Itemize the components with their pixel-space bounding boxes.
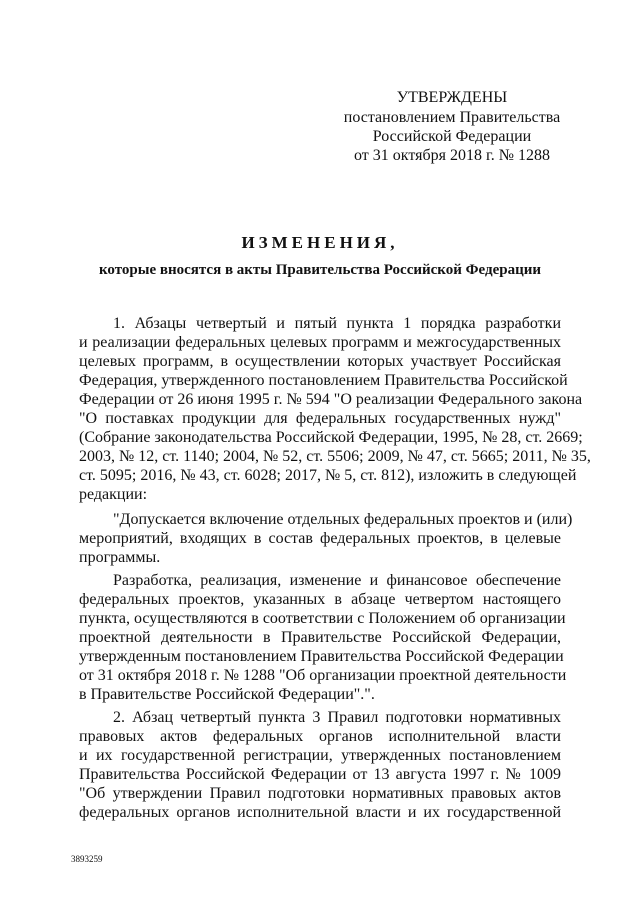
text-line: (Собрание законодательства Российской Федерации, 1995, № 28, ст. 2669; [79, 429, 583, 446]
text-line: целевых программ, в осуществлении которых участвует Российская [79, 353, 561, 370]
text-line: федеральных проектов, указанных в абзаце четвертом настоящего [79, 591, 561, 608]
document-title: ИЗМЕНЕНИЯ, [241, 233, 399, 252]
text-line: мероприятий, входящих в состав федеральных проектов, в целевые [79, 530, 561, 547]
approval-date: от 31 октября 2018 г. № 1288 [353, 147, 550, 164]
text-line: Разработка, реализация, изменение и финансовое обеспечение [113, 572, 561, 589]
text-line: программы. [79, 549, 161, 566]
text-line: Федерация, утвержденного постановлением Правительства Российской [79, 372, 568, 389]
text-line: пункта, осуществляются в соответствии с Положением об организации [79, 610, 566, 627]
text-line: 2003, № 12, ст. 1140; 2004, № 52, ст. 5506; 2009, № 47, ст. 5665; 2011, № 35, [79, 448, 591, 465]
text-line: "Допускается включение отдельных федеральных проектов и (или) [113, 511, 573, 528]
approval-line: Российской Федерации [372, 128, 532, 145]
document-subtitle: которые вносятся в акты Правительства Российской Федерации [98, 262, 542, 278]
text-line: проектной деятельности в Правительстве Российской Федерации, [79, 629, 561, 646]
text-line: ст. 5095; 2016, № 43, ст. 6028; 2017, № 5, ст. 812), изложить в следующей [79, 467, 577, 484]
approval-heading: УТВЕРЖДЕНЫ [396, 89, 508, 106]
text-line: Правительства Российской Федерации от 13 августа 1997 г. № 1009 [79, 766, 561, 783]
text-line: от 31 октября 2018 г. № 1288 "Об организации проектной деятельности [79, 667, 567, 684]
text-line: "Об утверждении Правил подготовки нормативных правовых актов [79, 785, 561, 802]
text-line: и их государственной регистрации, утвержденных постановлением [79, 747, 561, 764]
approval-line: постановлением Правительства [343, 109, 561, 126]
text-line: "О поставках продукции для федеральных государственных нужд" [79, 410, 561, 427]
text-line: редакции: [79, 486, 148, 503]
text-line: утвержденным постановлением Правительства Российской Федерации [79, 648, 564, 665]
text-line: Федерации от 26 июня 1995 г. № 594 "О реализации Федерального закона [79, 391, 583, 408]
text-line: 2. Абзац четвертый пункта 3 Правил подготовки нормативных [113, 709, 561, 726]
document-code: 3893259 [71, 854, 103, 864]
text-line: в Правительстве Российской Федерации".". [79, 686, 375, 703]
text-line: федеральных органов исполнительной власти и их государственной [79, 804, 561, 821]
text-line: и реализации федеральных целевых программ и межгосударственных [79, 334, 561, 351]
text-line: правовых актов федеральных органов исполнительной власти [79, 728, 561, 745]
text-line: 1. Абзацы четвертый и пятый пункта 1 порядка разработки [113, 315, 561, 332]
